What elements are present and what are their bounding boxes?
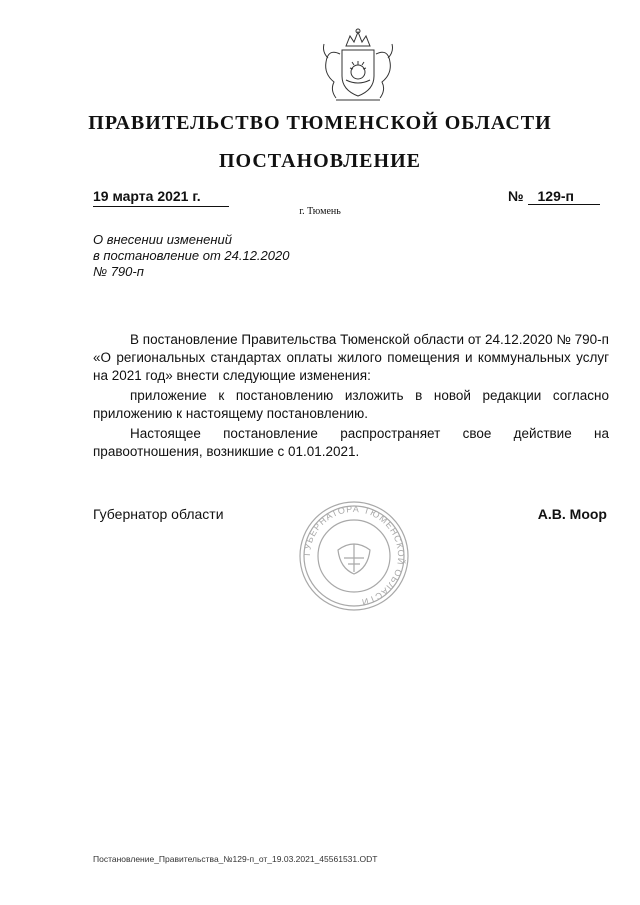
document-date: 19 марта 2021 г. — [93, 188, 229, 207]
document-type-title: ПОСТАНОВЛЕНИЕ — [219, 150, 421, 172]
document-number-block — [508, 188, 600, 205]
document-number: 129-п — [528, 188, 600, 205]
seal-ring-text: ГУБЕРНАТОРА ТЮМЕНСКОЙ ОБЛАСТИ — [301, 503, 407, 608]
coat-of-arms-emblem-icon — [316, 28, 400, 104]
subject-line: в постановление от 24.12.2020 — [93, 248, 290, 263]
body-paragraph: приложение к постановлению изложить в новой редакции согласно приложению к настоящему постановлению. — [93, 388, 609, 421]
official-seal-stamp — [298, 500, 410, 612]
body-paragraph: Настоящее постановление распространяет свое действие на правоотношения, возникшие с 01.01.2021. — [93, 426, 609, 459]
body-paragraph: В постановление Правительства Тюменской области от 24.12.2020 № 790-п «О региональных стандартах оплаты жилого помещения и коммунальных услуг на 2021 год» внести следующие изменения: — [93, 332, 609, 383]
document-subject — [93, 232, 289, 280]
subject-line: О внесении изменений — [93, 232, 232, 247]
government-title: ПРАВИТЕЛЬСТВО ТЮМЕНСКОЙ ОБЛАСТИ — [88, 112, 552, 134]
city-label: г. Тюмень — [299, 206, 341, 217]
subject-line: № 790-п — [93, 264, 144, 279]
signatory-position: Губернатор области — [93, 506, 224, 522]
number-sign: № — [508, 188, 524, 204]
footer-filename: Постановление_Правительства_№129-п_от_19.03.2021_45561531.ODT — [93, 854, 378, 864]
signatory-name: А.В. Моор — [537, 506, 607, 522]
